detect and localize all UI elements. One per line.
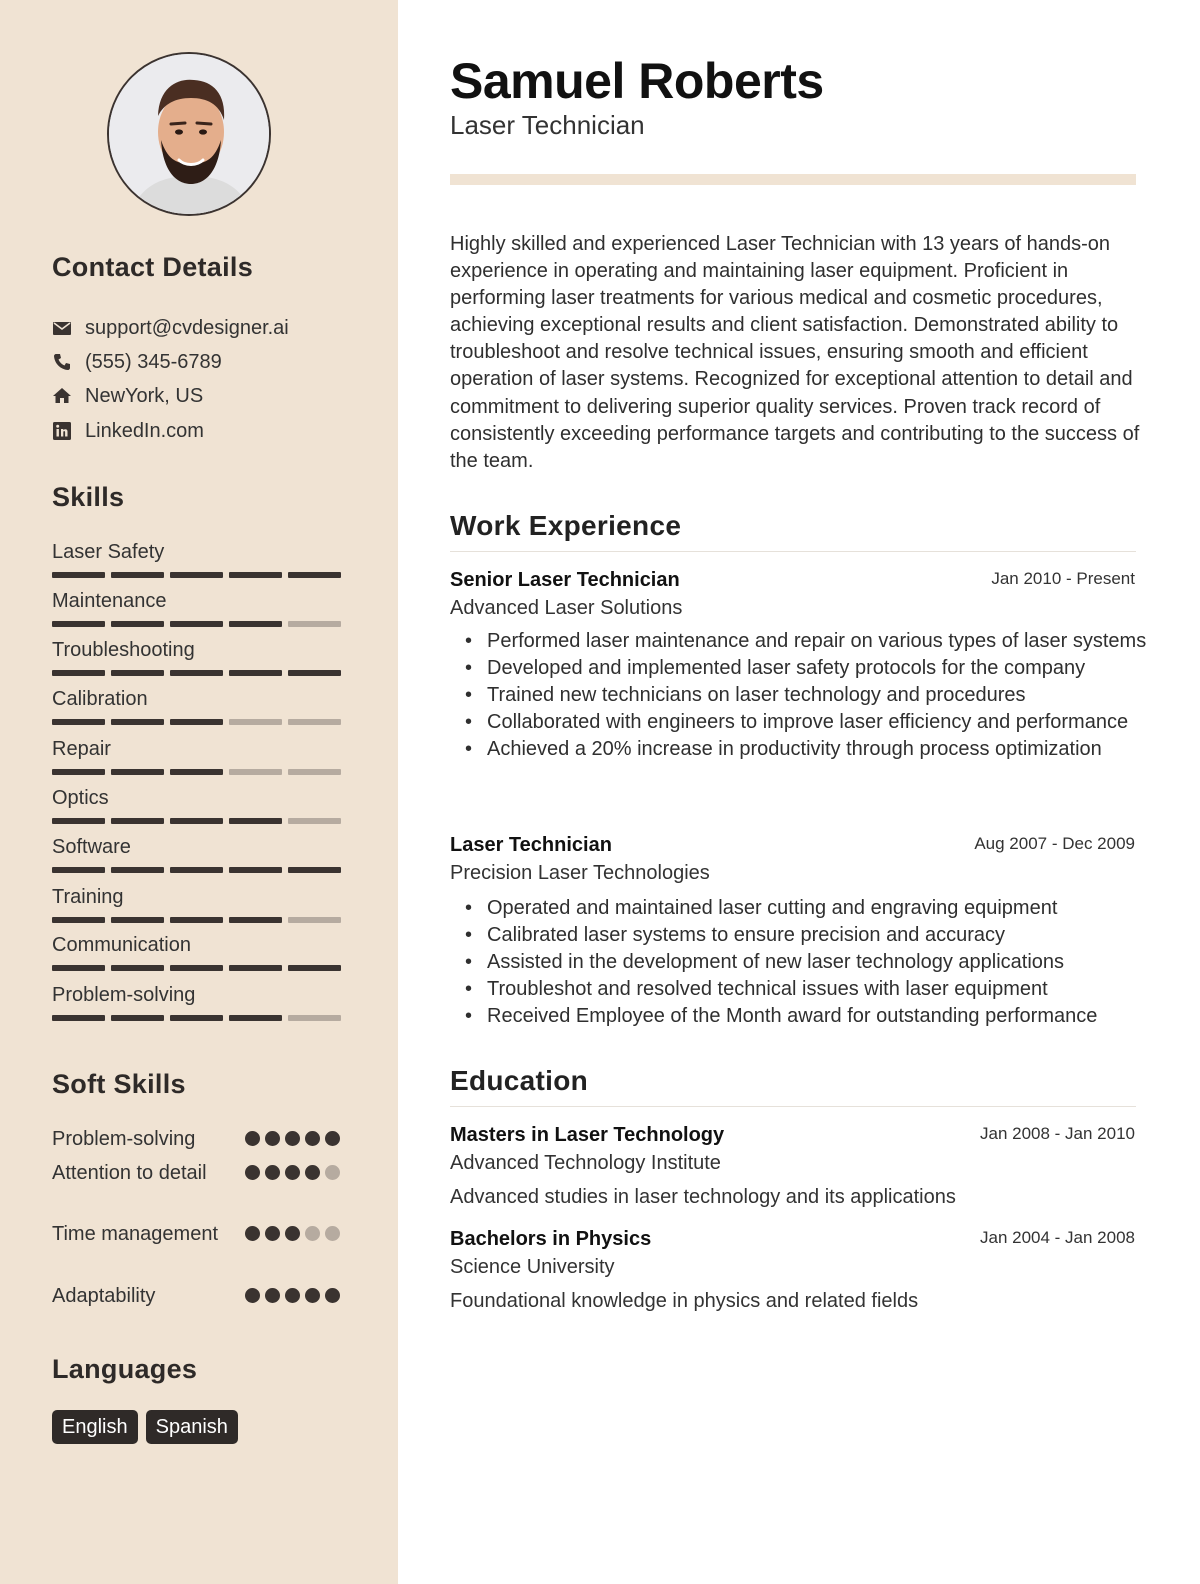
skill-bar (288, 621, 341, 627)
languages-heading: Languages (52, 1354, 198, 1384)
rating-dot (245, 1131, 260, 1146)
rating-dot (305, 1226, 320, 1241)
language-tag: English (52, 1410, 138, 1444)
soft-skill-item (52, 1126, 344, 1152)
skill-bar (52, 965, 105, 971)
skill-bar (52, 621, 105, 627)
rating-dot (305, 1131, 320, 1146)
job-company: Advanced Laser Solutions (450, 597, 683, 619)
job-bullets (487, 628, 1147, 763)
skill-item (52, 540, 344, 578)
job-bullet: • Operated and maintained laser cutting and engraving equipment (487, 895, 1147, 922)
skill-bar (52, 867, 105, 873)
skill-bar (229, 1015, 282, 1021)
skill-bar (111, 572, 164, 578)
skill-name: Communication (52, 934, 191, 956)
skill-bar (111, 818, 164, 824)
skill-item (52, 835, 344, 873)
job-bullet: • Troubleshot and resolved technical issues with laser equipment (487, 976, 1147, 1003)
job-bullet: • Achieved a 20% increase in productivity through process optimization (487, 736, 1147, 763)
degree-dates: Jan 2008 - Jan 2010 (979, 1124, 1135, 1143)
skill-bar (288, 867, 341, 873)
skill-bar (52, 917, 105, 923)
sidebar (0, 0, 398, 1584)
degree-description: Foundational knowledge in physics and related fields (450, 1290, 919, 1312)
job-company: Precision Laser Technologies (450, 862, 710, 884)
profile-summary: Highly skilled and experienced Laser Technician with 13 years of hands-on experience in operating and maintaining laser equipment. Proficient in performing laser treatments for various medical and cosmetic procedures, achieving exceptional results and client satisfaction. Demonstrated ability to troubleshoot and resolve technical issues, ensuring smooth and efficient operation of laser systems. Recognized for exceptional attention to detail and commitment to delivering superior quality services. Proven track record of consistently exceeding performance targets and contributing to the success of the team. (450, 233, 1140, 472)
skill-bar (229, 572, 282, 578)
main-content (398, 0, 1200, 1584)
skill-item (52, 589, 344, 627)
skill-bars (52, 719, 344, 725)
rating-dot (245, 1288, 260, 1303)
job-bullet: • Assisted in the development of new laser technology applications (487, 949, 1147, 976)
contact-heading: Contact Details (52, 252, 254, 282)
skill-bar (229, 917, 282, 923)
skills-heading: Skills (52, 482, 125, 512)
skill-bar (52, 719, 105, 725)
rating-dot (305, 1165, 320, 1180)
skill-bar (229, 867, 282, 873)
soft-skill-dots (245, 1226, 340, 1241)
job-bullet: • Calibrated laser systems to ensure precision and accuracy (487, 922, 1147, 949)
skill-bar (288, 818, 341, 824)
skill-item (52, 786, 344, 824)
rating-dot (285, 1288, 300, 1303)
school-name: Advanced Technology Institute (450, 1152, 721, 1174)
contact-location (52, 383, 203, 409)
skill-bar (111, 917, 164, 923)
job-bullet: • Developed and implemented laser safety protocols for the company (487, 655, 1147, 682)
skill-name: Repair (52, 738, 111, 760)
skill-bar (111, 867, 164, 873)
soft-skill-name: Time management (52, 1223, 218, 1245)
skill-bar (288, 965, 341, 971)
work-heading: Work Experience (450, 510, 682, 541)
rating-dot (325, 1288, 340, 1303)
rating-dot (245, 1226, 260, 1241)
skill-item (52, 687, 344, 725)
skill-bar (52, 670, 105, 676)
skill-bar (170, 621, 223, 627)
skill-name: Calibration (52, 688, 148, 710)
skill-bar (170, 719, 223, 725)
soft-skill-item (52, 1160, 344, 1186)
skill-bar (229, 818, 282, 824)
skill-bar (52, 572, 105, 578)
job-bullet: • Performed laser maintenance and repair on various types of laser systems (487, 628, 1147, 655)
skill-bars (52, 965, 344, 971)
soft-skill-name: Adaptability (52, 1285, 156, 1307)
soft-skill-item (52, 1221, 344, 1247)
skill-bar (288, 917, 341, 923)
skill-name: Maintenance (52, 590, 167, 612)
phone-icon (52, 352, 72, 372)
job-title: Senior Laser Technician (450, 569, 680, 591)
soft-skill-dots (245, 1165, 340, 1180)
skill-bar (52, 1015, 105, 1021)
job-title: Laser Technician (450, 834, 612, 856)
degree-title: Masters in Laser Technology (450, 1124, 725, 1146)
skill-bar (288, 670, 341, 676)
soft-skill-item (52, 1283, 344, 1309)
skill-name: Training (52, 886, 124, 908)
rating-dot (285, 1226, 300, 1241)
skill-bars (52, 572, 344, 578)
skill-bar (229, 965, 282, 971)
avatar (107, 52, 271, 216)
skill-bar (229, 719, 282, 725)
job-bullet: • Received Employee of the Month award for outstanding performance (487, 1003, 1147, 1030)
skill-bars (52, 867, 344, 873)
skill-bar (170, 965, 223, 971)
skill-bars (52, 818, 344, 824)
rating-dot (285, 1165, 300, 1180)
degree-description: Advanced studies in laser technology and its applications (450, 1186, 956, 1208)
skill-bar (288, 769, 341, 775)
skill-bar (288, 572, 341, 578)
school-name: Science University (450, 1256, 615, 1278)
rating-dot (285, 1131, 300, 1146)
rating-dot (305, 1288, 320, 1303)
contact-linkedin (52, 418, 204, 444)
skill-bar (111, 621, 164, 627)
skill-bar (170, 917, 223, 923)
skill-item (52, 933, 344, 971)
skill-bars (52, 621, 344, 627)
skill-name: Software (52, 836, 131, 858)
header-divider (450, 174, 1136, 185)
skill-bar (52, 769, 105, 775)
email-text[interactable]: support@cvdesigner.ai (85, 316, 289, 339)
soft-skill-name: Problem-solving (52, 1128, 196, 1150)
skill-name: Optics (52, 787, 109, 809)
job-bullet: • Collaborated with engineers to improve laser efficiency and performance (487, 709, 1147, 736)
candidate-name: Samuel Roberts (450, 53, 824, 109)
location-text: NewYork, US (85, 384, 204, 407)
home-icon (52, 386, 72, 406)
section-divider (450, 1106, 1136, 1107)
skill-bar (229, 769, 282, 775)
skill-bar (111, 965, 164, 971)
skill-bars (52, 1015, 344, 1021)
language-list (52, 1410, 238, 1444)
skill-name: Laser Safety (52, 541, 165, 563)
skill-bar (229, 621, 282, 627)
job-bullet: • Trained new technicians on laser technology and procedures (487, 682, 1147, 709)
job-dates: Jan 2010 - Present (991, 569, 1135, 588)
job-bullets (487, 895, 1147, 1030)
skill-item (52, 638, 344, 676)
skill-bar (170, 818, 223, 824)
rating-dot (265, 1226, 280, 1241)
envelope-icon (52, 318, 72, 338)
contact-phone (52, 349, 222, 375)
linkedin-icon (52, 421, 72, 441)
skill-bar (170, 867, 223, 873)
skill-item (52, 737, 344, 775)
skill-bar (170, 1015, 223, 1021)
rating-dot (325, 1131, 340, 1146)
phone-text[interactable]: (555) 345-6789 (85, 350, 222, 373)
skill-name: Problem-solving (52, 984, 196, 1006)
skill-bar (170, 670, 223, 676)
rating-dot (265, 1131, 280, 1146)
soft-skill-dots (245, 1131, 340, 1146)
skill-bar (111, 769, 164, 775)
skill-bars (52, 769, 344, 775)
skill-name: Troubleshooting (52, 639, 195, 661)
rating-dot (325, 1165, 340, 1180)
skill-bars (52, 917, 344, 923)
education-heading: Education (450, 1065, 589, 1096)
contact-email (52, 315, 289, 341)
skill-bar (111, 719, 164, 725)
rating-dot (265, 1165, 280, 1180)
skill-item (52, 885, 344, 923)
skill-bar (288, 719, 341, 725)
skill-bar (111, 670, 164, 676)
degree-dates: Jan 2004 - Jan 2008 (979, 1228, 1135, 1247)
soft-skills-heading: Soft Skills (52, 1069, 186, 1099)
skill-bar (170, 769, 223, 775)
rating-dot (325, 1226, 340, 1241)
skill-bar (111, 1015, 164, 1021)
skill-bar (229, 670, 282, 676)
skill-bar (288, 1015, 341, 1021)
rating-dot (265, 1288, 280, 1303)
soft-skill-dots (245, 1288, 340, 1303)
skill-item (52, 983, 344, 1021)
job-dates: Aug 2007 - Dec 2009 (974, 834, 1135, 853)
candidate-title: Laser Technician (450, 110, 645, 140)
skill-bar (52, 818, 105, 824)
skill-bars (52, 670, 344, 676)
rating-dot (245, 1165, 260, 1180)
language-tag: Spanish (146, 1410, 238, 1444)
linkedin-text[interactable]: LinkedIn.com (85, 419, 204, 442)
section-divider (450, 551, 1136, 552)
degree-title: Bachelors in Physics (450, 1228, 652, 1250)
skill-bar (170, 572, 223, 578)
soft-skill-name: Attention to detail (52, 1162, 207, 1184)
